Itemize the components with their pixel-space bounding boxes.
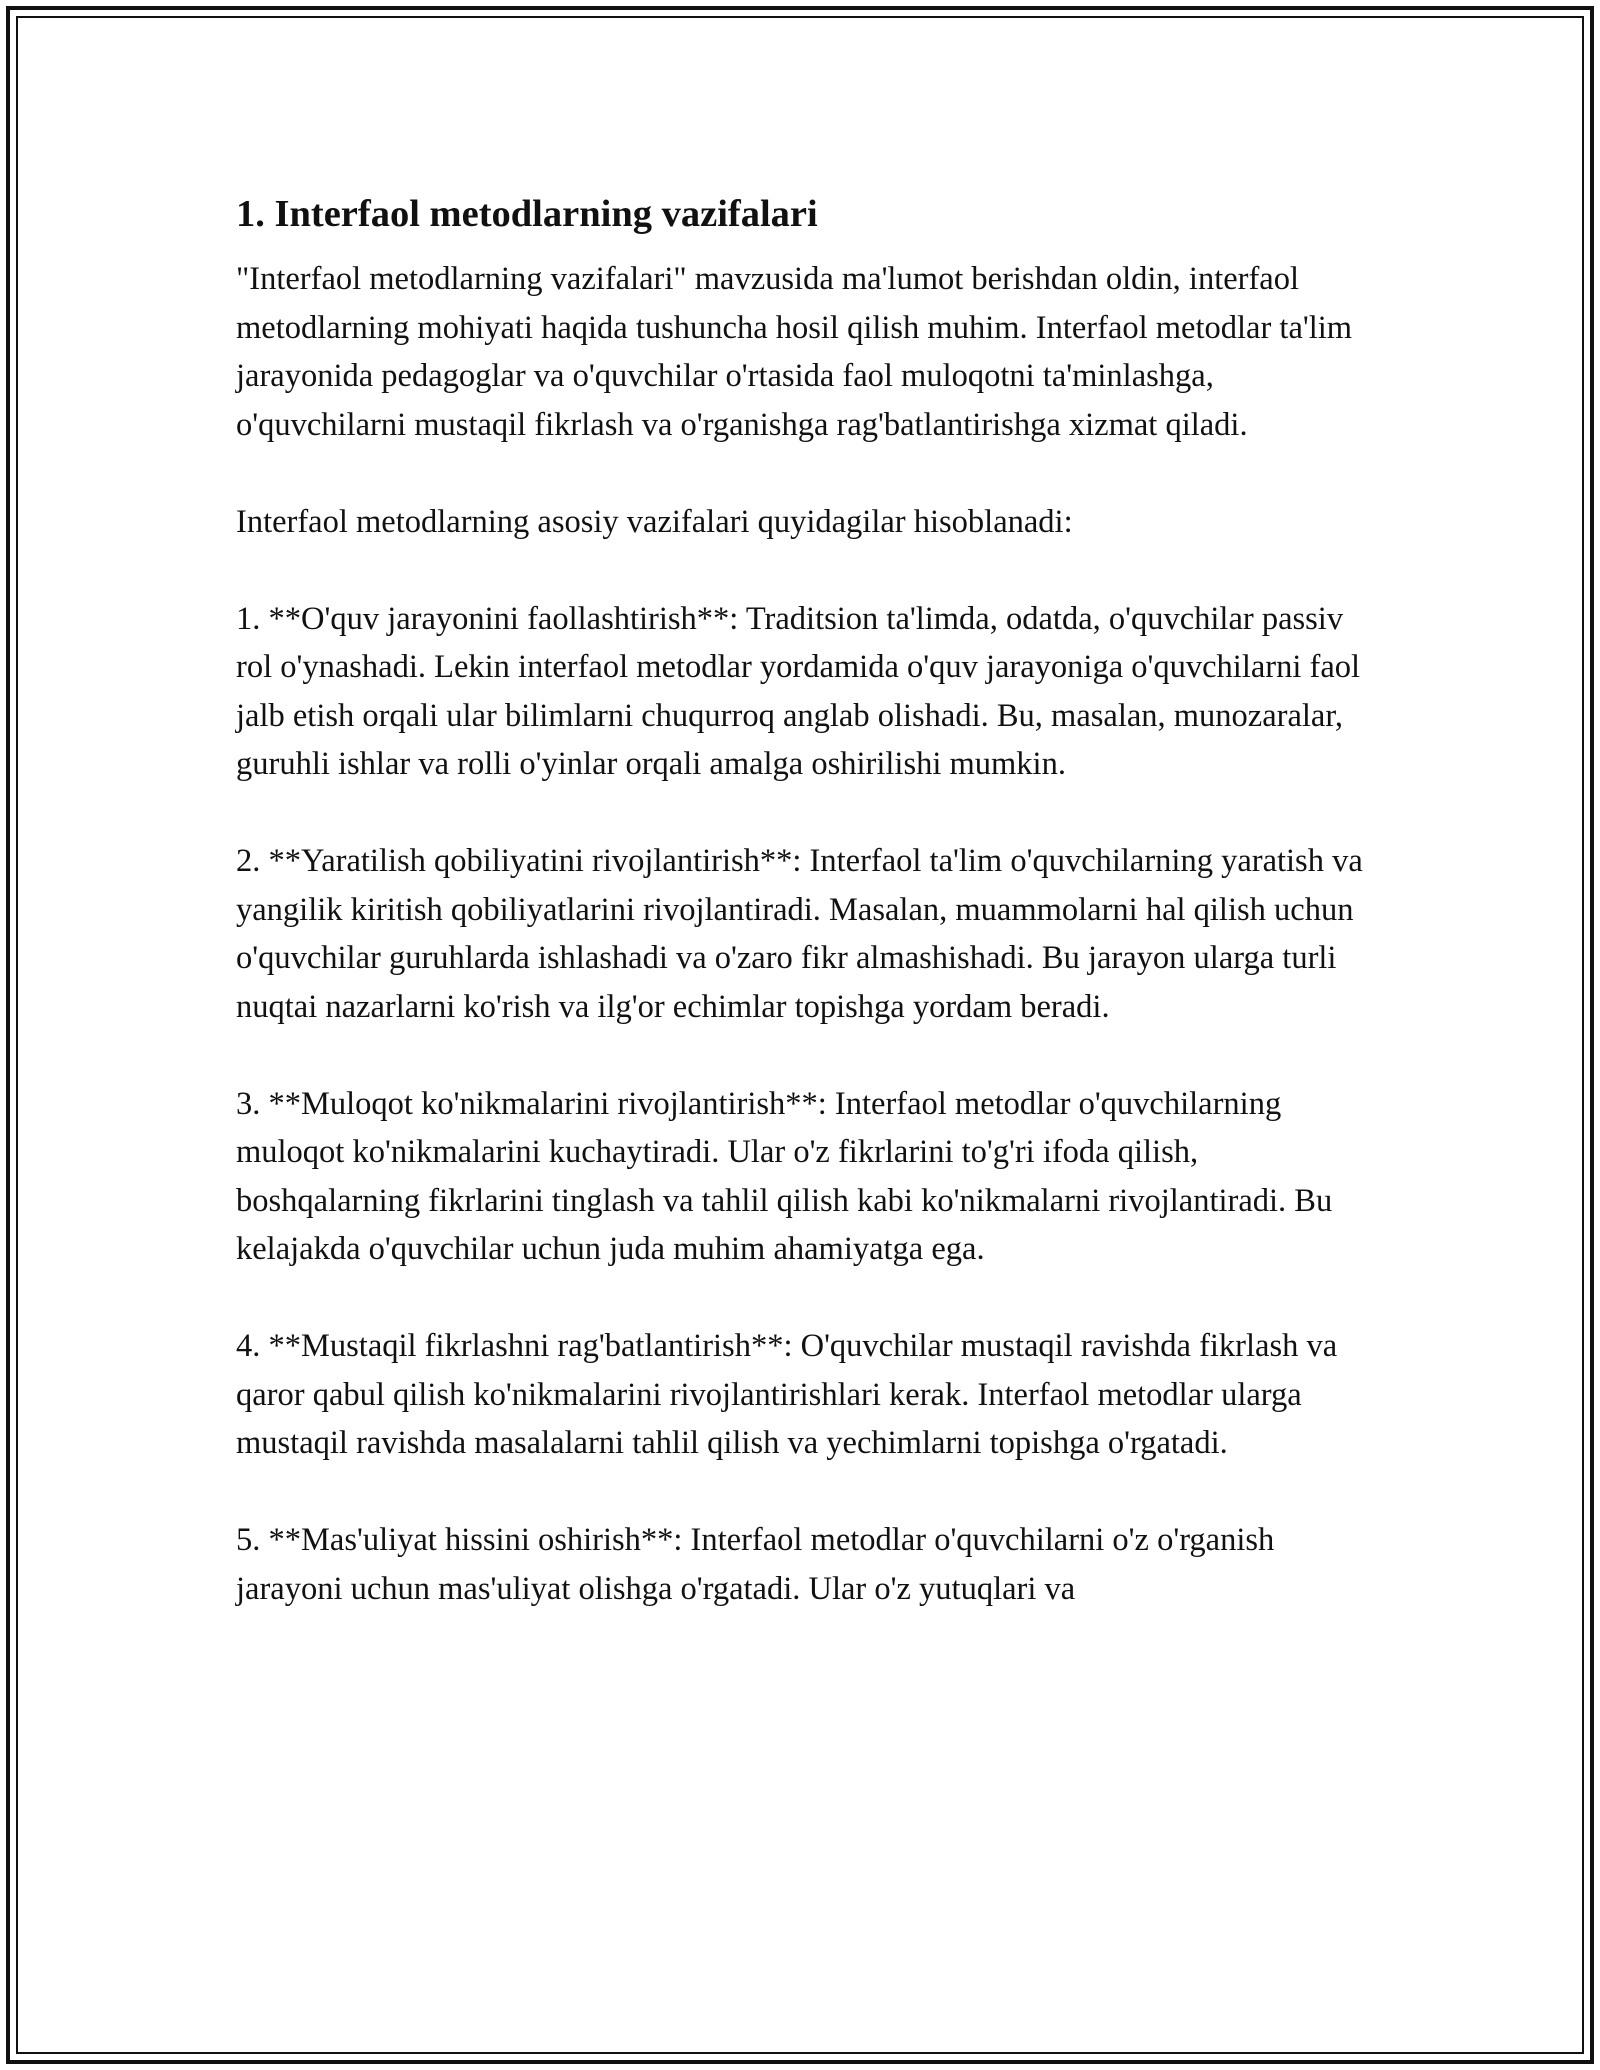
document-body <box>236 190 1386 1662</box>
list-item-paragraph: 5. **Mas'uliyat hissini oshirish**: Interfaol metodlar o'quvchilarni o'z o'rganish jarayoni uchun mas'uliyat olishga o'rgatadi. Ular o'z yutuqlari va <box>236 1522 1275 1607</box>
intro-paragraph: "Interfaol metodlarning vazifalari" mavzusida ma'lumot berishdan oldin, interfaol metodlarning mohiyati haqida tushuncha hosil qilish muhim. Interfaol metodlar ta'lim jarayonida pedagoglar va o'quvchilar o'rtasida faol muloqotni ta'minlashga, o'quvchilarni mustaqil fikrlash va o'rganishga rag'batlantirishga xizmat qiladi. <box>236 261 1353 443</box>
list-item-paragraph: 4. **Mustaqil fikrlashni rag'batlantirish**: O'quvchilar mustaqil ravishda fikrlash va qaror qabul qilish ko'nikmalarini rivojlantirishlari kerak. Interfaol metodlar ularga mustaqil ravishda masalalarni tahlil qilish va yechimlarni topishga o'rgatadi. <box>236 1328 1338 1461</box>
list-intro-paragraph: Interfaol metodlarning asosiy vazifalari quyidagilar hisoblanadi: <box>236 503 1073 540</box>
section-heading: 1. Interfaol metodlarning vazifalari <box>236 193 818 235</box>
list-item-paragraph: 3. **Muloqot ko'nikmalarini rivojlantirish**: Interfaol metodlar o'quvchilarning muloqot ko'nikmalarini kuchaytiradi. Ular o'z fikrlarini to'g'ri ifoda qilish, boshqalarning fikrlarini tinglash va tahlil qilish kabi ko'nikmalarni rivojlantiradi. Bu kelajakda o'quvchilar uchun juda muhim ahamiyatga ega. <box>236 1085 1333 1267</box>
list-item-paragraph: 1. **O'quv jarayonini faollashtirish**: Traditsion ta'limda, odatda, o'quvchilar passiv rol o'ynashadi. Lekin interfaol metodlar yordamida o'quv jarayoniga o'quvchilarni faol jalb etish orqali ular bilimlarni chuqurroq anglab olishadi. Bu, masalan, munozaralar, guruhli ishlar va rolli o'yinlar orqali amalga oshirilishi mumkin. <box>236 600 1361 782</box>
list-item-paragraph: 2. **Yaratilish qobiliyatini rivojlantirish**: Interfaol ta'lim o'quvchilarning yaratish va yangilik kiritish qobiliyatlarini rivojlantiradi. Masalan, muammolarni hal qilish uchun o'quvchilar guruhlarda ishlashadi va o'zaro fikr almashishadi. Bu jarayon ularga turli nuqtai nazarlarni ko'rish va ilg'or echimlar topishga yordam beradi. <box>236 843 1363 1025</box>
